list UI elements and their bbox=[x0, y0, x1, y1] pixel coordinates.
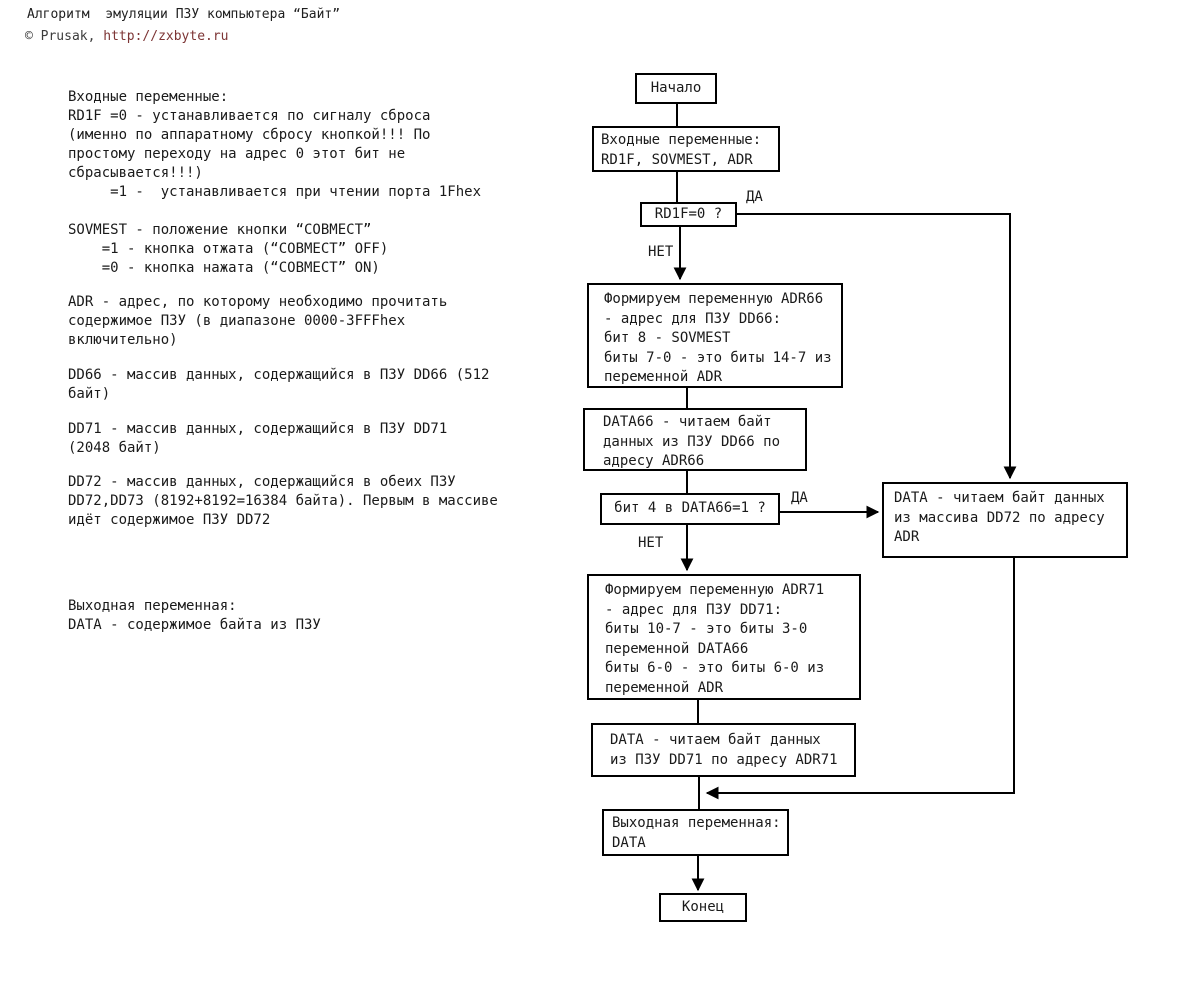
node-line: из ПЗУ DD71 по адресу ADR71 bbox=[610, 751, 838, 768]
node-line: DATA66 - читаем байт bbox=[603, 414, 772, 430]
flow-node-decision-bit4 bbox=[600, 493, 780, 525]
legend-line: RD1F =0 - устанавливается по сигналу сброса bbox=[68, 108, 431, 124]
legend-line: (именно по аппаратному сбросу кнопкой!!! По bbox=[68, 127, 431, 143]
legend-line: байт) bbox=[68, 386, 111, 402]
legend-sovmest bbox=[68, 221, 388, 278]
legend-adr bbox=[68, 293, 447, 350]
node-line: переменной ADR bbox=[604, 369, 723, 385]
legend-line: DD71 - массив данных, содержащийся в ПЗУ DD71 bbox=[68, 421, 448, 437]
node-line: адресу ADR66 bbox=[603, 453, 705, 469]
page-title: Алгоритм эмуляции ПЗУ компьютера “Байт” bbox=[27, 7, 341, 22]
flow-node-read-data66 bbox=[583, 408, 807, 471]
flow-node-decision-rd1f bbox=[640, 202, 737, 227]
branch-label-yes: ДА bbox=[746, 189, 763, 205]
legend-input-variables bbox=[68, 88, 481, 202]
legend-line: (2048 байт) bbox=[68, 440, 161, 456]
node-line: - адрес для ПЗУ DD66: bbox=[604, 310, 782, 327]
node-line: бит 8 - SOVMEST bbox=[604, 330, 731, 346]
node-line: переменной DATA66 bbox=[605, 640, 749, 657]
node-line: Выходная переменная: bbox=[612, 815, 781, 831]
legend-line: DATA - содержимое байта из ПЗУ bbox=[68, 617, 321, 633]
legend-line: DD66 - массив данных, содержащийся в ПЗУ DD66 (512 bbox=[68, 367, 490, 383]
legend-line: идёт содержимое ПЗУ DD72 bbox=[68, 512, 271, 528]
node-line: RD1F, SOVMEST, ADR bbox=[601, 151, 753, 168]
legend-line: включительно) bbox=[68, 332, 178, 348]
copyright-url: http://zxbyte.ru bbox=[103, 29, 229, 44]
node-line: Конец bbox=[681, 898, 725, 915]
node-line: Формируем переменную ADR71 bbox=[605, 582, 825, 598]
node-line: DATA bbox=[612, 834, 646, 851]
branch-label-no: НЕТ bbox=[648, 244, 674, 260]
legend-line: содержимое ПЗУ (в диапазоне 0000-3FFFhex bbox=[68, 313, 406, 329]
node-line: из массива DD72 по адресу bbox=[894, 509, 1105, 526]
legend-dd71 bbox=[68, 420, 447, 458]
flow-node-output-variable bbox=[602, 809, 789, 856]
node-line: биты 6-0 - это биты 6-0 из bbox=[605, 660, 825, 676]
legend-dd72 bbox=[68, 473, 498, 530]
branch-label-yes: ДА bbox=[791, 490, 808, 506]
legend-line: DD72,DD73 (8192+8192=16384 байта). Первым в массиве bbox=[68, 493, 498, 509]
flow-node-start bbox=[635, 73, 717, 104]
legend-line: сбрасывается!!!) bbox=[68, 165, 203, 181]
legend-line: SOVMEST - положение кнопки “СОВМЕСТ” bbox=[68, 222, 372, 238]
copyright-author: © Prusak, bbox=[25, 29, 104, 44]
legend-line: простому переходу на адрес 0 этот бит не bbox=[68, 146, 406, 162]
node-line: DATA - читаем байт данных bbox=[610, 732, 821, 748]
flow-node-form-adr66 bbox=[587, 283, 843, 388]
node-line: Входные переменные: bbox=[601, 132, 762, 148]
legend-line: =1 - устанавливается при чтении порта 1Fhex bbox=[68, 184, 482, 200]
legend-line: DD72 - массив данных, содержащийся в обеих ПЗУ bbox=[68, 474, 456, 490]
legend-line: =1 - кнопка отжата (“СОВМЕСТ” OFF) bbox=[68, 241, 389, 257]
flow-node-input-variables bbox=[592, 126, 780, 172]
legend-line: Выходная переменная: bbox=[68, 598, 237, 614]
node-line: Формируем переменную ADR66 bbox=[604, 291, 824, 307]
legend-line: Входные переменные: bbox=[68, 89, 229, 105]
node-line: биты 7-0 - это биты 14-7 из bbox=[604, 349, 832, 366]
node-line: RD1F=0 ? bbox=[654, 205, 723, 222]
node-line: DATA - читаем байт данных bbox=[894, 490, 1105, 506]
node-line: Начало bbox=[650, 79, 702, 96]
node-line: переменной ADR bbox=[605, 679, 724, 696]
legend-output-variable bbox=[68, 597, 321, 635]
node-line: бит 4 в DATA66=1 ? bbox=[614, 500, 766, 517]
node-line: биты 10-7 - это биты 3-0 bbox=[605, 621, 808, 637]
flow-node-end bbox=[659, 893, 747, 922]
node-line: - адрес для ПЗУ DD71: bbox=[605, 601, 783, 618]
flow-node-read-dd71 bbox=[591, 723, 856, 777]
branch-label-no: НЕТ bbox=[638, 535, 664, 551]
copyright-line bbox=[25, 29, 229, 44]
legend-line: =0 - кнопка нажата (“СОВМЕСТ” ON) bbox=[68, 260, 380, 276]
flow-node-read-dd72 bbox=[882, 482, 1128, 558]
node-line: данных из ПЗУ DD66 по bbox=[603, 433, 781, 450]
flow-node-form-adr71 bbox=[587, 574, 861, 700]
node-line: ADR bbox=[894, 529, 920, 545]
legend-line: ADR - адрес, по которому необходимо прочитать bbox=[68, 294, 448, 310]
legend-dd66 bbox=[68, 366, 489, 404]
